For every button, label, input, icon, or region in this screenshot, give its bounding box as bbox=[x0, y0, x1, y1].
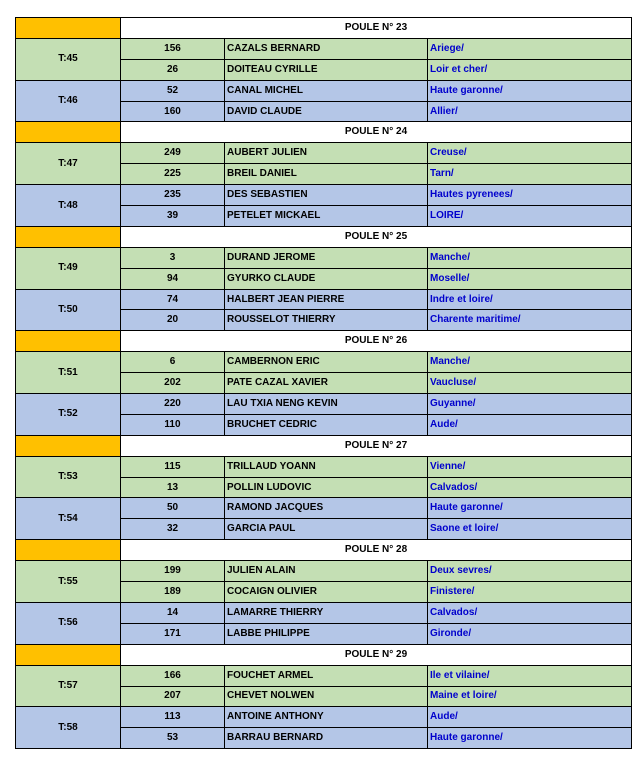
poule-title: POULE N° 27 bbox=[121, 435, 632, 456]
poule-title: POULE N° 26 bbox=[121, 331, 632, 352]
player-department: Ile et vilaine/ bbox=[428, 665, 632, 686]
player-department: Aude/ bbox=[428, 414, 632, 435]
player-number: 6 bbox=[121, 352, 225, 373]
team-label: T:50 bbox=[16, 289, 121, 331]
poule-header-row bbox=[16, 18, 632, 39]
team-label: T:45 bbox=[16, 38, 121, 80]
player-row bbox=[16, 561, 632, 582]
player-name: DAVID CLAUDE bbox=[225, 101, 428, 122]
player-department: Allier/ bbox=[428, 101, 632, 122]
poules-table-body bbox=[16, 18, 632, 749]
player-name: JULIEN ALAIN bbox=[225, 561, 428, 582]
poule-marker bbox=[16, 331, 121, 352]
player-number: 113 bbox=[121, 707, 225, 728]
player-name: BARRAU BERNARD bbox=[225, 728, 428, 749]
player-department: LOIRE/ bbox=[428, 206, 632, 227]
player-number: 171 bbox=[121, 623, 225, 644]
poule-marker bbox=[16, 435, 121, 456]
player-department: Moselle/ bbox=[428, 268, 632, 289]
player-number: 39 bbox=[121, 206, 225, 227]
player-name: CANAL MICHEL bbox=[225, 80, 428, 101]
team-label: T:52 bbox=[16, 394, 121, 436]
player-name: PATE CAZAL XAVIER bbox=[225, 373, 428, 394]
player-name: CAZALS BERNARD bbox=[225, 38, 428, 59]
team-label: T:57 bbox=[16, 665, 121, 707]
poule-header-row bbox=[16, 540, 632, 561]
player-name: POLLIN LUDOVIC bbox=[225, 477, 428, 498]
team-label: T:47 bbox=[16, 143, 121, 185]
player-name: BRUCHET CEDRIC bbox=[225, 414, 428, 435]
player-department: Manche/ bbox=[428, 352, 632, 373]
player-department: Deux sevres/ bbox=[428, 561, 632, 582]
player-name: HALBERT JEAN PIERRE bbox=[225, 289, 428, 310]
player-name: ROUSSELOT THIERRY bbox=[225, 310, 428, 331]
player-department: Indre et loire/ bbox=[428, 289, 632, 310]
player-number: 166 bbox=[121, 665, 225, 686]
player-number: 74 bbox=[121, 289, 225, 310]
player-row bbox=[16, 394, 632, 415]
poule-marker bbox=[16, 540, 121, 561]
player-name: LABBE PHILIPPE bbox=[225, 623, 428, 644]
team-label: T:48 bbox=[16, 185, 121, 227]
poule-marker bbox=[16, 18, 121, 39]
poule-title: POULE N° 25 bbox=[121, 226, 632, 247]
player-row bbox=[16, 498, 632, 519]
player-row bbox=[16, 143, 632, 164]
player-department: Aude/ bbox=[428, 707, 632, 728]
player-number: 160 bbox=[121, 101, 225, 122]
player-number: 235 bbox=[121, 185, 225, 206]
poule-title: POULE N° 24 bbox=[121, 122, 632, 143]
player-department: Creuse/ bbox=[428, 143, 632, 164]
player-row bbox=[16, 352, 632, 373]
player-name: DES SEBASTIEN bbox=[225, 185, 428, 206]
poule-title: POULE N° 28 bbox=[121, 540, 632, 561]
player-number: 199 bbox=[121, 561, 225, 582]
player-department: Haute garonne/ bbox=[428, 80, 632, 101]
player-number: 156 bbox=[121, 38, 225, 59]
player-number: 220 bbox=[121, 394, 225, 415]
player-name: GYURKO CLAUDE bbox=[225, 268, 428, 289]
poule-header-row bbox=[16, 331, 632, 352]
player-name: ANTOINE ANTHONY bbox=[225, 707, 428, 728]
player-name: BREIL DANIEL bbox=[225, 164, 428, 185]
player-department: Hautes pyrenees/ bbox=[428, 185, 632, 206]
player-number: 53 bbox=[121, 728, 225, 749]
player-number: 14 bbox=[121, 602, 225, 623]
player-number: 225 bbox=[121, 164, 225, 185]
player-department: Manche/ bbox=[428, 247, 632, 268]
player-name: DURAND JEROME bbox=[225, 247, 428, 268]
player-row bbox=[16, 247, 632, 268]
team-label: T:53 bbox=[16, 456, 121, 498]
player-number: 202 bbox=[121, 373, 225, 394]
player-number: 52 bbox=[121, 80, 225, 101]
poule-title: POULE N° 23 bbox=[121, 18, 632, 39]
player-department: Calvados/ bbox=[428, 602, 632, 623]
player-name: AUBERT JULIEN bbox=[225, 143, 428, 164]
player-department: Vaucluse/ bbox=[428, 373, 632, 394]
player-name: CHEVET NOLWEN bbox=[225, 686, 428, 707]
team-label: T:58 bbox=[16, 707, 121, 749]
player-name: RAMOND JACQUES bbox=[225, 498, 428, 519]
player-number: 115 bbox=[121, 456, 225, 477]
team-label: T:54 bbox=[16, 498, 121, 540]
poule-header-row bbox=[16, 644, 632, 665]
player-number: 26 bbox=[121, 59, 225, 80]
player-number: 207 bbox=[121, 686, 225, 707]
player-department: Guyanne/ bbox=[428, 394, 632, 415]
poule-marker bbox=[16, 122, 121, 143]
poule-header-row bbox=[16, 435, 632, 456]
player-number: 249 bbox=[121, 143, 225, 164]
player-name: GARCIA PAUL bbox=[225, 519, 428, 540]
team-label: T:51 bbox=[16, 352, 121, 394]
player-department: Gironde/ bbox=[428, 623, 632, 644]
poule-header-row bbox=[16, 122, 632, 143]
player-name: DOITEAU CYRILLE bbox=[225, 59, 428, 80]
player-department: Vienne/ bbox=[428, 456, 632, 477]
player-department: Saone et loire/ bbox=[428, 519, 632, 540]
poule-marker bbox=[16, 226, 121, 247]
team-label: T:46 bbox=[16, 80, 121, 122]
player-row bbox=[16, 80, 632, 101]
player-department: Maine et loire/ bbox=[428, 686, 632, 707]
player-row bbox=[16, 456, 632, 477]
player-number: 94 bbox=[121, 268, 225, 289]
poule-header-row bbox=[16, 226, 632, 247]
player-department: Haute garonne/ bbox=[428, 728, 632, 749]
poule-marker bbox=[16, 644, 121, 665]
player-row bbox=[16, 665, 632, 686]
team-label: T:56 bbox=[16, 602, 121, 644]
player-department: Charente maritime/ bbox=[428, 310, 632, 331]
player-department: Haute garonne/ bbox=[428, 498, 632, 519]
poules-table bbox=[15, 17, 632, 749]
player-row bbox=[16, 185, 632, 206]
player-number: 20 bbox=[121, 310, 225, 331]
team-label: T:49 bbox=[16, 247, 121, 289]
player-number: 50 bbox=[121, 498, 225, 519]
player-number: 110 bbox=[121, 414, 225, 435]
player-department: Tarn/ bbox=[428, 164, 632, 185]
player-row bbox=[16, 707, 632, 728]
player-name: LAU TXIA NENG KEVIN bbox=[225, 394, 428, 415]
player-number: 32 bbox=[121, 519, 225, 540]
player-name: PETELET MICKAEL bbox=[225, 206, 428, 227]
player-row bbox=[16, 38, 632, 59]
player-row bbox=[16, 602, 632, 623]
player-name: LAMARRE THIERRY bbox=[225, 602, 428, 623]
player-number: 189 bbox=[121, 582, 225, 603]
team-label: T:55 bbox=[16, 561, 121, 603]
player-department: Calvados/ bbox=[428, 477, 632, 498]
player-name: TRILLAUD YOANN bbox=[225, 456, 428, 477]
player-number: 3 bbox=[121, 247, 225, 268]
player-department: Finistere/ bbox=[428, 582, 632, 603]
poule-title: POULE N° 29 bbox=[121, 644, 632, 665]
player-number: 13 bbox=[121, 477, 225, 498]
player-name: COCAIGN OLIVIER bbox=[225, 582, 428, 603]
player-name: CAMBERNON ERIC bbox=[225, 352, 428, 373]
player-department: Ariege/ bbox=[428, 38, 632, 59]
player-row bbox=[16, 289, 632, 310]
player-name: FOUCHET ARMEL bbox=[225, 665, 428, 686]
player-department: Loir et cher/ bbox=[428, 59, 632, 80]
